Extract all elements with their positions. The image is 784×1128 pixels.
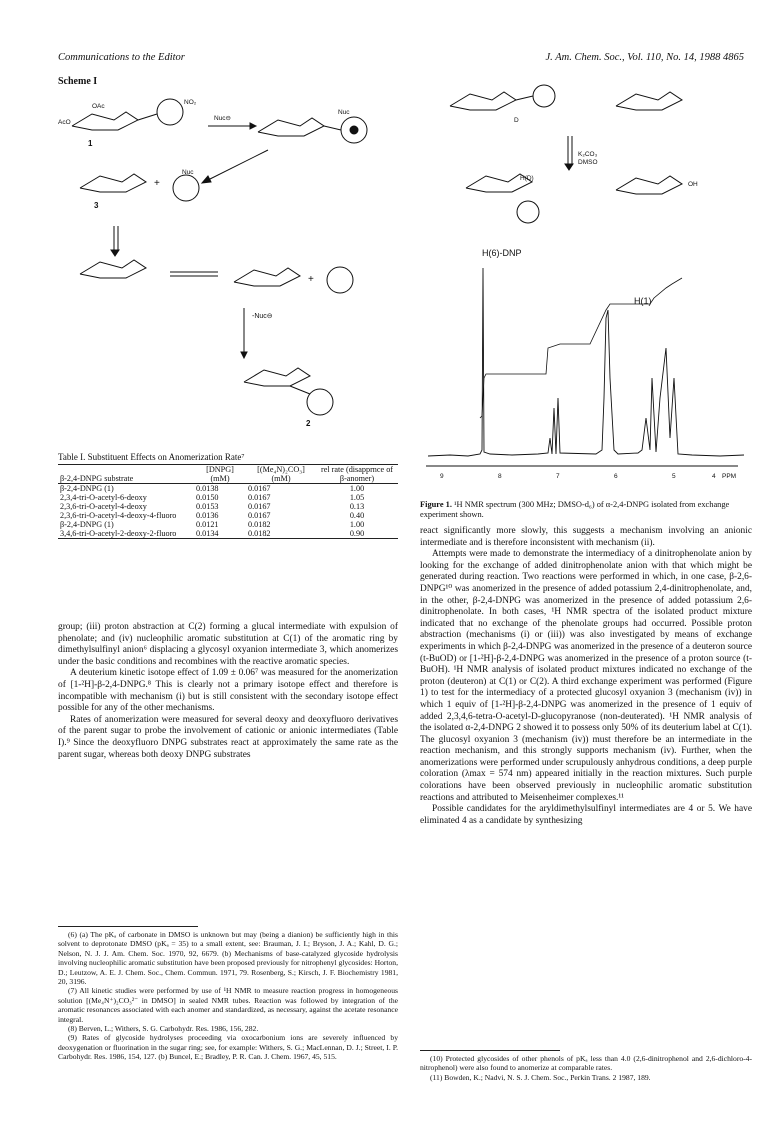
aromatic-ring-mid [517,201,539,223]
right-footnotes [420,1046,752,1082]
aromatic-ring-1 [157,99,183,125]
running-header-right: J. Am. Chem. Soc., Vol. 110, No. 14, 1988 4865 [545,52,744,63]
table-cell: β-2,4-DNPG (1) [60,484,114,493]
minus-nuc-label: -Nuc⊖ [252,313,273,320]
table-cell: 0.0182 [248,520,271,529]
ppm-unit: PPM [722,473,737,480]
nuc-label-2: Nuc [182,169,194,176]
k2co3-label: K₂CO₃ [578,151,598,158]
table-cell: 0.0182 [248,529,271,538]
left-body [58,622,398,761]
table-cell: 0.0167 [248,511,271,520]
sugar-ring-meisenheimer [258,118,324,136]
h6-dnp-label: H(6)-DNP [482,248,522,258]
table-cell: 0.0121 [196,520,219,529]
footnote-rule [420,1050,560,1051]
table-title: Table I. Substituent Effects on Anomerization Rate⁷ [58,452,245,462]
dmso-label: DMSO [578,159,598,166]
table-cell: 0.0150 [196,493,219,502]
footnote: (10) Protected glycosides of other phenols of pKₐ less than 4.0 (2,6-dinitrophenol and 2,6-dichloro-4-nitrophenol) were also found to anomerize at comparable rates. [420,1054,752,1073]
footnote: (9) Rates of glycoside hydrolyses proceeding via oxocarbonium ions are severely influenced by deoxygenation or fluorination in the sugar ring; see, for example: Withers, S. G.; MacLennan, D. J.; Street, I. P. Carbohydr. Res. 1986, 154, 127. (b) Buncel, E.; Bradley, P. R. Can. J. Chem. 1967, 45, 515. [58,1033,398,1062]
table-cell: 0.0167 [248,493,271,502]
table-cell: 0.0138 [196,484,219,493]
running-header-left: Communications to the Editor [58,52,185,63]
table-row [58,484,398,494]
table-cell: 1.00 [349,520,365,529]
nmr-figure [420,78,752,494]
table-cell: 0.0153 [196,502,219,511]
footnote-rule [58,926,198,927]
oac-label: OAc [92,103,105,110]
body-paragraph: A deuterium kinetic isotope effect of 1.09 ± 0.06⁷ was measured for the anomerization of [1-²H]-β-2,4-DNPG.⁸ This is clearly not a primary isotope effect and therefore is incompatible with mechanism (i) but is still consistent with the secondary isotope effect possible for any of the other mechanisms. [58,668,398,714]
h1-label: H(1) [634,296,652,306]
compound-1-number: 1 [88,139,93,148]
d-label: D [514,117,519,124]
compound-3-number: 3 [94,201,99,210]
table-cell: 2,3,6-tri-O-acetyl-4-deoxy-4-fluoro [60,511,177,520]
figure-caption-label: Figure 1. [420,500,452,509]
nuc-label: Nuc [338,109,350,116]
body-paragraph: react significantly more slowly, this suggests a mechanism involving an anionic intermediate and is therefore inconsistent with mechanism (ii). [420,526,752,548]
scheme-label: Scheme I [58,76,98,87]
sugar-ring-alpha [80,260,146,278]
table-row [58,493,398,502]
sugar-ring-top-right [616,92,682,110]
footnote: (11) Bowden, K.; Nadvi, N. S. J. Chem. Soc., Perkin Trans. 2 1987, 189. [430,1072,651,1082]
no2-label: NO₂ [184,99,197,106]
body-paragraph: Attempts were made to demonstrate the intermediacy of a dinitrophenolate anion by looking for the exchange of added dinitrophenolate anion with that which might be generated during reaction. Two reactions were performed in which, in one case, β-2,6-DNPG¹⁰ was anomerized in the presence of added potassium 2,4-dinitrophenolate, and, in the other, β-2,4-DNPG was anomerized in the presence of added potassium 2,6-dinitrophenolate. In both cases, ¹H NMR spectra of the isolated product mixture indicated that no exchange of the phenolate groups had occurred. Possible proton abstraction (mechanisms (i) or (iii)) was also investigated by means of exchange experiments in which β-2,4-DNPG was anomerized in the presence of a deuteron source (t-BuOD) or [1-²H]-β-2,4-DNPG was anomerized in the presence of a proton source (t-BuOH). ¹H NMR analysis of isolated product mixtures indicated no exchange of the proton (deuteron) at C(1) or C(2). A third exchange experiment was performed (Figure 1) to test for the intermediacy of a protected glucosyl oxyanion 3 (mechanism (iv)) in which 1 equiv of [1-²H]-β-2,4-DNPG was anomerized in the presence of 1 equiv of added 2,3,4,6-tetra-O-acetyl-D-glucopyranose (non-deuterated). ¹H NMR analysis of the isolated α-2,4-DNPG 2 showed it to possess only 50% of its deuterium label at C(1). The glucosyl oxyanion 3 (mechanism (iv)) must therefore be an intermediate in the reaction mechanism, and this strongly supports mechanism (iv). Further, when the anomerizations were performed under scrupulously anhydrous conditions, a deep purple coloration (λmax = 574 nm) appeared initially in the reaction mixtures. Such purple colorations have been observed previously in nucleophilic aromatic substitution reactions and attributed to Meisenheimer complexes.¹¹ [420,549,752,803]
table-row [58,511,398,520]
ppm-tick: 8 [498,473,502,480]
sugar-ring-beta [234,268,300,286]
compound-2-number: 2 [306,419,311,428]
table-cell: 0.40 [349,511,365,520]
body-paragraph: group; (iii) proton abstraction at C(2) forming a glucal intermediate with expulsion of phenolate; and (iv) nucleophilic aromatic substitution at C(1) of the aromatic ring by dimethylsulfinyl anion⁶ displacing a glycosyl oxyanion intermediate 3, which anomerizes under the basic conditions and recombines with the reactive aromatic species. [58,622,398,667]
reaction-arrow-2 [208,150,268,180]
table-cell: 2,3,4-tri-O-acetyl-6-deoxy [60,493,147,502]
table-cell: 0.90 [349,529,365,538]
aromatic-ring-top [533,85,555,107]
right-body [420,526,752,827]
aromatic-ring-2 [173,175,199,201]
ppm-tick: 6 [614,473,618,480]
table-header: rel rate (disapprnce of β-anomer) [320,465,394,483]
ppm-tick: 9 [440,473,444,480]
aco-label: AcO [58,119,71,126]
svg-text:+: + [308,274,314,285]
table-cell: 0.13 [349,502,365,511]
left-footnotes [58,922,398,1062]
table-cell: 3,4,6-tri-O-acetyl-2-deoxy-2-fluoro [60,529,177,538]
body-paragraph: Rates of anomerization were measured for several deoxy and deoxyfluoro derivatives of the parent sugar to probe the involvement of cationic or anionic intermediates (Table I).⁹ Since the deoxyfluoro DNPG substrates react at approximately the same rate as the parent sugar, whereas both deoxy DNPG substrates [58,714,398,760]
footnote: (7) All kinetic studies were performed by use of ¹H NMR to measure reaction progress in homogeneous solution [(Me₄N⁺)₂CO₃²⁻ in DMSO] in sealed NMR tubes. Reaction was followed by integration of the aromatic resonances associated with each anomer and standardized, as necessary, against the acetate resonance integral. [58,986,398,1024]
table-row [58,529,398,539]
figure-caption-text: ¹H NMR spectrum (300 MHz; DMSO-d₆) of α-2,4-DNPG isolated from exchange experiment shown. [420,500,730,520]
ppm-tick: 4 [712,473,716,480]
sugar-ring-2 [244,368,310,386]
aromatic-ring-3 [327,267,353,293]
footnote: (6) (a) The pKₐ of carbonate in DMSO is unknown but may (being a dianion) be sufficiently high in this solvent to deprotonate DMSO (pKₐ = 35) to a small extent, see: Brauman, J. I.; Bryson, J. A.; Kahl, D. G.; Nelson, N. J. J. Am. Chem. Soc. 1970, 92, 6679. (b) Mechanisms of base-catalyzed glycoside hydrolysis involving nucleophilic aromatic substitution have been proposed previously for nitrophenyl glycosides: Horton, D.; Leutzow, A. E. J. Chem. Soc., Chem. Commun. 1971, 79. Rosenberg, S.; Kirsch, J. F. Biochemistry 1981, 20, 3196. [58,930,398,987]
table-row [58,502,398,511]
nuc-minus-label: Nuc⊖ [214,115,232,122]
table-cell: 1.05 [349,493,365,502]
svg-text:+: + [154,178,160,189]
body-paragraph: Possible candidates for the aryldimethylsulfinyl intermediates are 4 or 5. We have eliminated 4 as a candidate by synthesizing [420,804,752,826]
figure-caption [420,500,752,521]
table-cell: 1.00 [349,484,365,493]
table-cell: 2,3,6-tri-O-acetyl-4-deoxy [60,502,147,511]
table-row [58,520,398,529]
nmr-spectrum-trace [428,268,744,456]
ppm-tick: 5 [672,473,676,480]
oh-label: OH [688,181,698,188]
substituent-table [58,464,398,539]
table-header: β-2,4-DNPG substrate [60,474,134,483]
scheme-diagram [58,86,398,446]
table-cell: 0.0167 [248,484,271,493]
footnote: (8) Berven, L.; Withers, S. G. Carbohydr. Res. 1986, 156, 282. [68,1024,259,1034]
table-header: [(Me₄N)₂CO₃] (mM) [257,465,305,483]
table-header: [DNPG] (mM) [206,465,234,483]
sugar-ring-3 [80,174,146,192]
aromatic-ring-4 [307,389,333,415]
hd-label: H(D) [520,175,534,182]
table-cell: 0.0136 [196,511,219,520]
table-block [58,452,398,539]
ppm-tick: 7 [556,473,560,480]
sugar-ring-1 [72,112,138,130]
table-cell: β-2,4-DNPG (1) [60,520,114,529]
sugar-ring-mid-right [616,176,682,194]
table-cell: 0.0134 [196,529,219,538]
table-cell: 0.0167 [248,502,271,511]
sugar-ring-top-left [450,92,516,110]
